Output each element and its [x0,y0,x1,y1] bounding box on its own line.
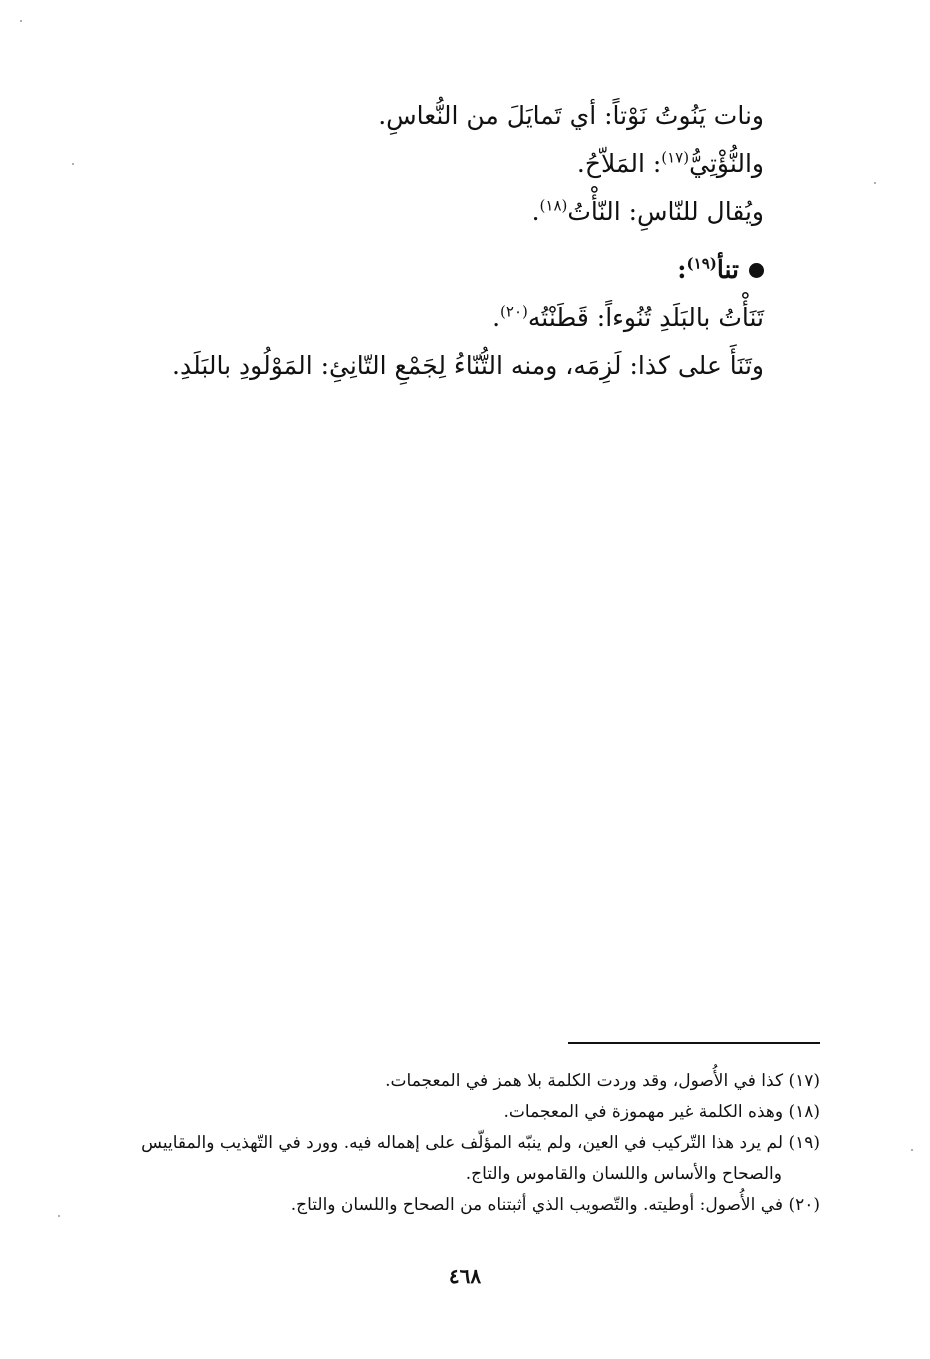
entry-text: ويُقال للنّاسِ: النّأْتُ [567,197,764,226]
root-heading-text: تنأ [716,255,739,284]
footnote-ref-18[interactable]: (١٨) [539,196,568,215]
footnote-separator [568,1042,820,1044]
scan-speck [20,20,22,22]
scan-speck [911,1149,913,1151]
root-heading [124,246,764,294]
footnote-19-continuation: والصحاح والأساس واللسان والقاموس والتاج. [465,1164,782,1184]
footnotes-block [90,1066,820,1221]
scan-speck [58,1215,60,1217]
root-heading-content [677,246,739,294]
main-text-block [124,92,764,390]
footnote-ref-19[interactable]: (١٩) [686,254,717,273]
footnote-20: (٢٠) في الأُصول: أوطيته. والتّصويب الذي أثبتناه من الصحاح واللسان والتاج. [290,1195,820,1215]
entry-line-2 [124,140,764,188]
entry-punctuation: . [531,197,540,226]
entry-line-3 [124,188,764,236]
entry-line-1 [124,92,764,140]
footnote-ref-20[interactable]: (٢٠) [500,302,528,321]
page-number: ٤٦٨ [448,1264,482,1288]
scan-speck [72,163,74,165]
footnote-ref-17[interactable]: (١٧) [661,148,690,167]
entry-punctuation: . [492,303,501,332]
entry-line-4 [124,294,764,342]
entry-definition: : المَلاّحُ. [576,149,662,178]
bullet-icon [749,263,764,278]
entry-text: ونات يَنُوتُ نَوْتاً: أي تَمايَلَ من النُّعاسِ. [378,101,764,130]
root-heading-colon: : [677,255,687,284]
scan-speck [874,182,876,184]
entry-text: وتَنَأَ على كذا: لَزِمَه، ومنه التُّنّاءُ لِجَمْعِ التّانِئِ: المَوْلُودِ بالبَلَدِ. [172,351,764,380]
footnote-17: (١٧) كذا في الأُصول، وقد وردت الكلمة بلا همز في المعجمات. [385,1071,820,1091]
entry-line-5 [124,342,764,390]
entry-headword: والنُّؤْتِيُّ [689,149,764,178]
entry-text: تَنَأْتُ بالبَلَدِ تُنُوءاً: قَطَنْتُه [527,303,764,332]
footnote-18: (١٨) وهذه الكلمة غير مهموزة في المعجمات. [503,1102,820,1122]
footnote-19: (١٩) لم يرد هذا التّركيب في العين، ولم ينبّه المؤلّف على إهماله فيه. وورد في التّهذيب والمقاييس [141,1133,820,1153]
